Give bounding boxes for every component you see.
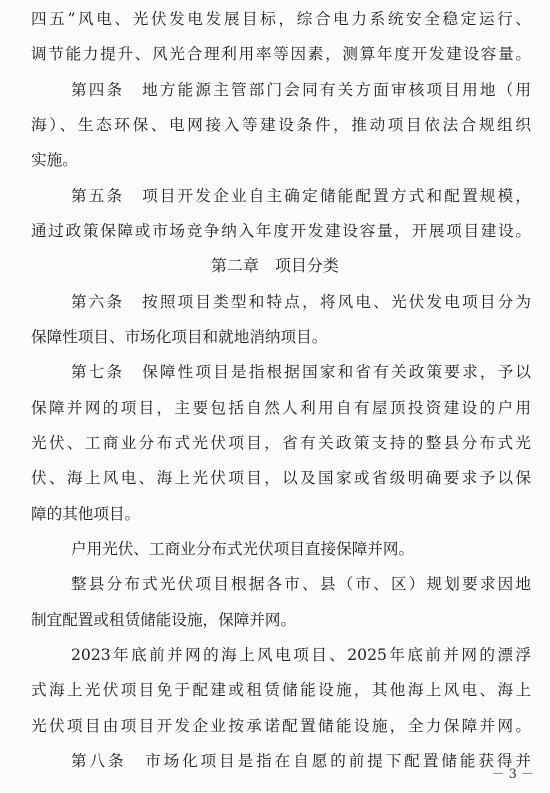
article-7-line: 第七条 保障性项目是指根据国家和省有关政策要求，予以 <box>71 363 531 381</box>
article-5-line: 第五条 项目开发企业自主确定储能配置方式和配置规模， <box>71 187 531 205</box>
text-line: 保障性项目、市场化项目和就地消纳项目。 <box>31 328 328 346</box>
text-line: 制宜配置或租赁储能设施，保障并网。 <box>31 611 297 629</box>
text-line: 伏、海上风电、海上光伏项目，以及国家或省级明确要求予以保 <box>31 469 531 487</box>
chapter-heading: 第二章 项目分类 <box>211 256 339 275</box>
text-line: 光伏、工商业分布式光伏项目，省有关政策支持的整县分布式光 <box>31 434 531 452</box>
text-line: 式海上光伏项目免于配建或租赁储能设施，其他海上风电、海上 <box>31 681 531 699</box>
text-line: 光伏项目由项目开发企业按承诺配置储能设施，全力保障并网。 <box>31 717 531 735</box>
text-line: 障的其他项目。 <box>31 505 141 523</box>
text-line: 2023年底前并网的海上风电项目、2025年底前并网的漂浮 <box>71 646 531 664</box>
article-4-line: 第四条 地方能源主管部门会同有关方面审核项目用地（用 <box>71 81 531 99</box>
text-line: 四五”风电、光伏发电发展目标，综合电力系统安全稳定运行、 <box>31 10 531 28</box>
text-line: 整县分布式光伏项目根据各市、县（市、区）规划要求因地 <box>71 575 531 593</box>
text-line: 实施。 <box>31 151 78 169</box>
article-8-line: 第八条 市场化项目是指在自愿的前提下配置储能获得并 <box>71 752 531 770</box>
text-line: 通过政策保障或市场竞争纳入年度开发建设容量，开展项目建设。 <box>31 222 531 240</box>
text-line: 保障并网的项目，主要包括自然人利用自有屋顶投资建设的户用 <box>31 399 531 417</box>
text-line: 调节能力提升、风光合理利用率等因素，测算年度开发建设容量。 <box>31 45 531 63</box>
article-6-line: 第六条 按照项目类型和特点，将风电、光伏发电项目分为 <box>71 293 531 311</box>
text-line: 海）、生态环保、电网接入等建设条件，推动项目依法合规组织 <box>31 116 531 134</box>
page-number: － 3 － <box>491 767 534 782</box>
text-line: 户用光伏、工商业分布式光伏项目直接保障并网。 <box>71 540 415 558</box>
